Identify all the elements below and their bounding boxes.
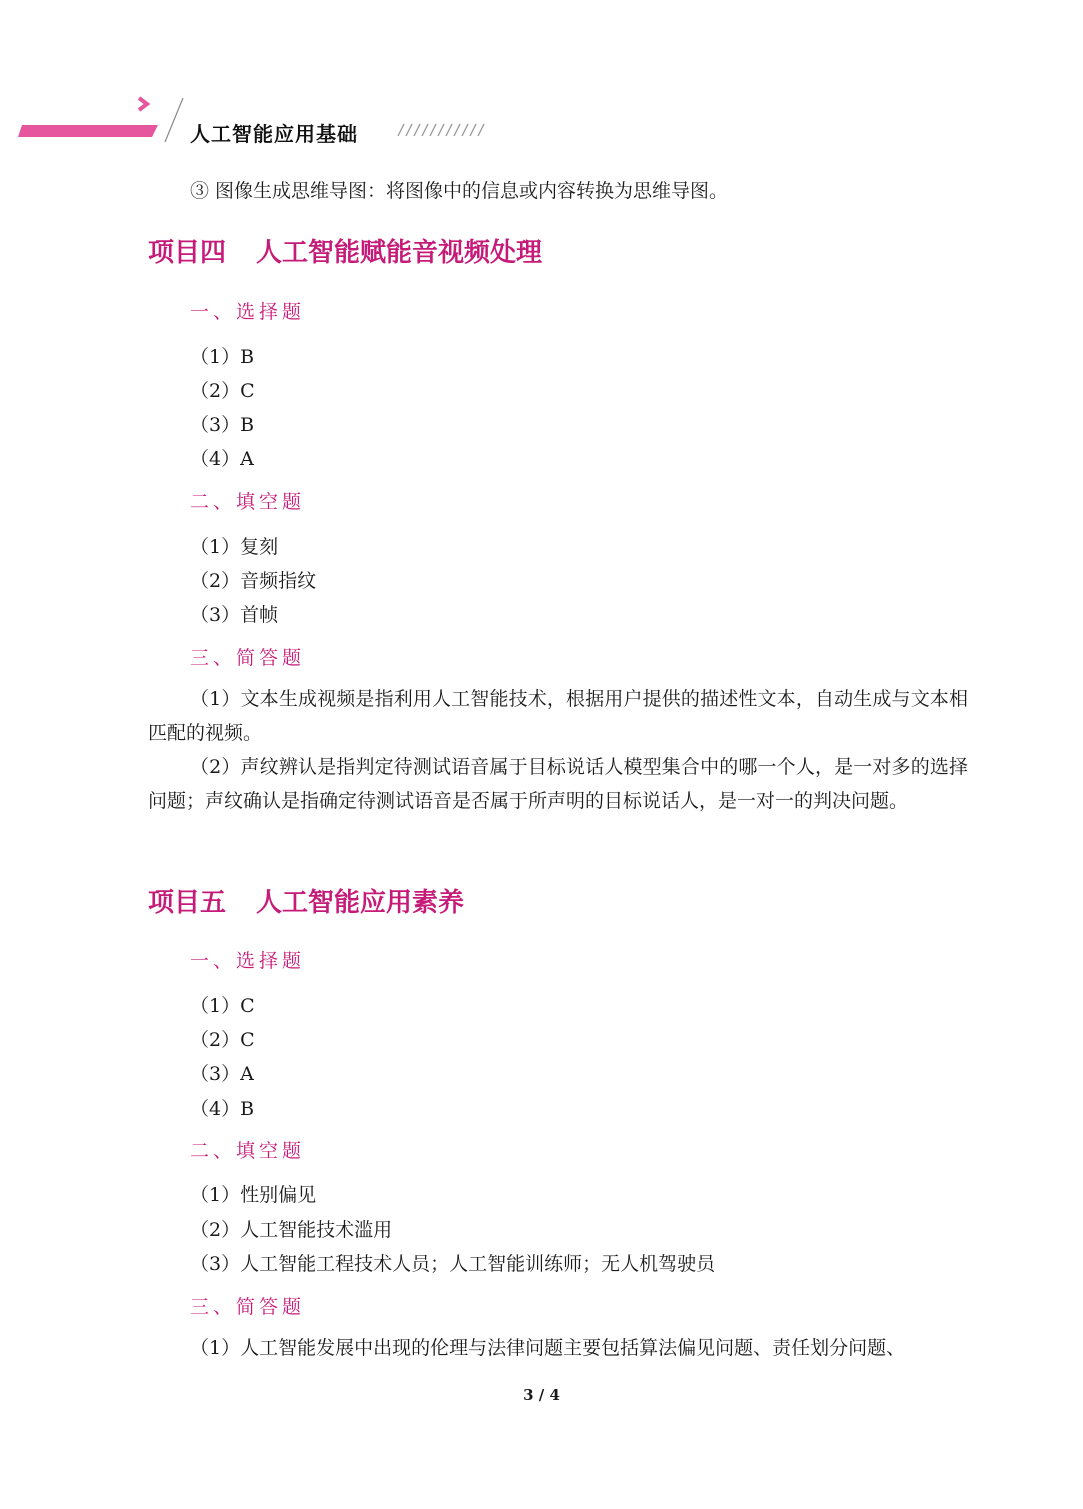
p5-sec1-item: （2）C [190, 1029, 255, 1051]
p4-sec3-paragraph: （2）声纹辨认是指判定待测试语音属于目标说话人模型集合中的哪一个人，是一对多的选择问题；声纹确认是指确定待测试语音是否属于所声明的目标说话人，是一对一的判决问题。 [148, 756, 968, 812]
p4-sec2-item: （3）首帧 [190, 604, 279, 626]
project4-heading [148, 232, 542, 269]
project4-title: 人工智能赋能音视频处理 [256, 238, 543, 268]
p5-sec1-item: （3）A [190, 1063, 254, 1085]
header-pink-bar [18, 125, 158, 137]
p4-sec3-paragraph: （1）文本生成视频是指利用人工智能技术，根据用户提供的描述性文本，自动生成与文本相匹配的视频。 [148, 688, 968, 744]
chevron-right-icon [139, 98, 147, 110]
p4-sec2-item: （2）音频指纹 [190, 570, 317, 592]
p5-sec2-title: 二、填空题 [190, 1140, 306, 1162]
p5-sec2-item: （1）性别偏见 [190, 1184, 317, 1206]
p4-sec2-title: 二、填空题 [190, 491, 306, 513]
header-slash [165, 98, 183, 142]
p4-sec1-item: （2）C [190, 380, 255, 402]
intro-line: ③ 图像生成思维导图：将图像中的信息或内容转换为思维导图。 [190, 180, 729, 202]
book-title: 人工智能应用基础 [190, 122, 358, 146]
p4-sec1-title: 一、选择题 [190, 301, 306, 323]
p5-sec1-title: 一、选择题 [190, 950, 306, 972]
project5-number: 项目五 [148, 888, 227, 918]
p4-sec2-item: （1）复刻 [190, 536, 279, 558]
header-hatch [398, 124, 484, 136]
p4-sec1-item: （3）B [190, 414, 255, 436]
project5-title: 人工智能应用素养 [256, 888, 465, 918]
p4-sec3-title: 三、简答题 [190, 647, 306, 669]
p5-sec3-paragraph: （1）人工智能发展中出现的伦理与法律问题主要包括算法偏见问题、责任划分问题、 [190, 1337, 906, 1359]
p5-sec2-item: （3）人工智能工程技术人员；人工智能训练师；无人机驾驶员 [190, 1253, 716, 1275]
page-number: 3 / 4 [523, 1386, 560, 1404]
p5-sec1-item: （4）B [190, 1098, 255, 1120]
p5-sec2-item: （2）人工智能技术滥用 [190, 1219, 393, 1241]
p4-sec1-item: （4）A [190, 448, 254, 470]
p4-sec1-item: （1）B [190, 346, 255, 368]
p5-sec3-title: 三、简答题 [190, 1296, 306, 1318]
project4-number: 项目四 [148, 238, 227, 268]
project5-heading [148, 882, 464, 919]
p5-sec1-item: （1）C [190, 995, 255, 1017]
